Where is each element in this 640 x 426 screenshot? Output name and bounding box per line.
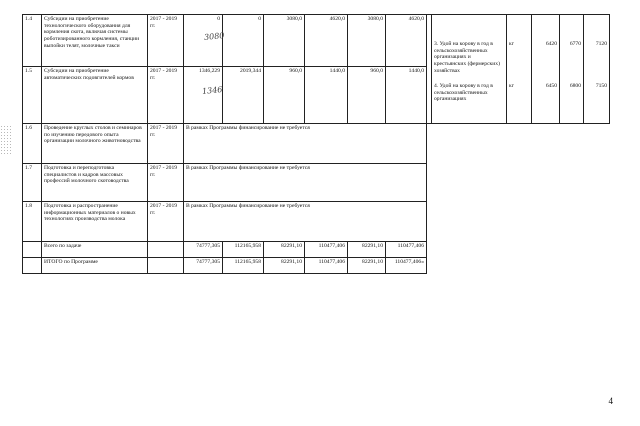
empty-cell xyxy=(427,202,610,242)
value-cell: 82291,10 xyxy=(348,242,386,258)
row-name: Подготовка и распространение информационных материалов о новых технологиях производства молока xyxy=(42,202,148,242)
value-cell: 3080,0 xyxy=(348,15,386,67)
value-cell: 0 xyxy=(184,15,223,67)
row-name: Субсидии на приобретение автоматических подовгителей кормов xyxy=(42,67,148,124)
table-row xyxy=(23,164,610,202)
row-number: 1.8 xyxy=(23,202,42,242)
value-cell: 960,0 xyxy=(348,67,386,124)
page-number: 4 xyxy=(608,396,613,406)
empty-cell xyxy=(427,258,610,274)
empty-cell xyxy=(427,164,610,202)
scan-noise xyxy=(0,125,12,155)
value-cell: 4620,0 xyxy=(305,15,348,67)
total-label: Всего по задаче xyxy=(42,242,148,258)
indicator-unit: кг xyxy=(509,83,515,89)
total-row xyxy=(23,258,610,274)
financing-note: В рамках Программы финансирование не требуется xyxy=(184,164,427,202)
indicator-name: 4. Удой на корову в год в сельскохозяйственных организациях xyxy=(434,83,493,103)
value-cell: 2019,344 xyxy=(223,67,264,124)
value-cell: 82291,10 xyxy=(264,242,305,258)
program-table xyxy=(22,14,610,274)
indicator-value: 6450 xyxy=(545,83,557,89)
row-number: 1.4 xyxy=(23,15,42,67)
indicator-name: 3. Удой на корову в год в сельскохозяйственных организациях и крестьянских (фермерских) хозяйствах xyxy=(434,41,500,74)
indicator-value: 6420 xyxy=(545,41,557,47)
value-cell: 110477,406 xyxy=(305,242,348,258)
value-cell: 82291,10 xyxy=(348,258,386,274)
value-cell: 1440,0 xyxy=(386,67,427,124)
value-cell: 112165,958 xyxy=(223,258,264,274)
value-cell: 1346,229 xyxy=(184,67,223,124)
total-row xyxy=(23,242,610,258)
value-cell: 110477,406 xyxy=(386,242,427,258)
value-cell: 74777,305 xyxy=(184,258,223,274)
row-name: Проведение круглых столов и семинаров по изучению передового опыта организации молочного животноводства xyxy=(42,124,148,164)
row-number xyxy=(23,258,42,274)
value-cell: 0 xyxy=(223,15,264,67)
indicator-unit: кг xyxy=(509,41,515,47)
value-cell: 1440,0 xyxy=(305,67,348,124)
row-number xyxy=(23,242,42,258)
row-period xyxy=(148,242,184,258)
total-label: ИТОГО по Программе xyxy=(42,258,148,274)
value-cell: 74777,305 xyxy=(184,242,223,258)
table-row xyxy=(23,124,610,164)
row-period: 2017 - 2019 гг. xyxy=(148,15,184,67)
row-period: 2017 - 2019 гг. xyxy=(148,124,184,164)
row-number: 1.5 xyxy=(23,67,42,124)
value-cell: 110477,406 xyxy=(305,258,348,274)
value-cell: 82291,10 xyxy=(264,258,305,274)
indicator-value: 7150 xyxy=(595,83,607,89)
row-number: 1.7 xyxy=(23,164,42,202)
value-cell: 3080,0 xyxy=(264,15,305,67)
row-period: 2017 - 2019 гг. xyxy=(148,164,184,202)
value-cell: 110477,406» xyxy=(386,258,427,274)
value-cell: 112165,958 xyxy=(223,242,264,258)
row-name: Субсидии на приобретение технологического оборудования для кормления скота, включая системы роботизированного кормления, станции выпойки телят, молочные такси xyxy=(42,15,148,67)
empty-cell xyxy=(427,242,610,258)
empty-cell xyxy=(427,124,610,164)
indicator-value: 6800 xyxy=(569,83,581,89)
year-cell xyxy=(560,15,584,124)
financing-note: В рамках Программы финансирование не требуется xyxy=(184,124,427,164)
indicator-value: 7120 xyxy=(595,41,607,47)
year-cell xyxy=(532,15,560,124)
handwritten-note: 3080 xyxy=(203,30,225,43)
table-row xyxy=(23,15,610,67)
table-row xyxy=(23,202,610,242)
value-cell: 4620,0 xyxy=(386,15,427,67)
row-name: Подготовка и переподготовка специалистов и кадров массовых профессий молочного скотоводства xyxy=(42,164,148,202)
value-cell: 960,0 xyxy=(264,67,305,124)
indicator-value: 6770 xyxy=(569,41,581,47)
indicator-cell xyxy=(432,15,507,124)
row-period: 2017 - 2019 гг. xyxy=(148,67,184,124)
financing-note: В рамках Программы финансирование не требуется xyxy=(184,202,427,242)
unit-cell xyxy=(507,15,532,124)
row-period: 2017 - 2019 гг. xyxy=(148,202,184,242)
year-cell xyxy=(584,15,610,124)
row-number: 1.6 xyxy=(23,124,42,164)
row-period xyxy=(148,258,184,274)
handwritten-note: 1346 xyxy=(201,84,223,97)
